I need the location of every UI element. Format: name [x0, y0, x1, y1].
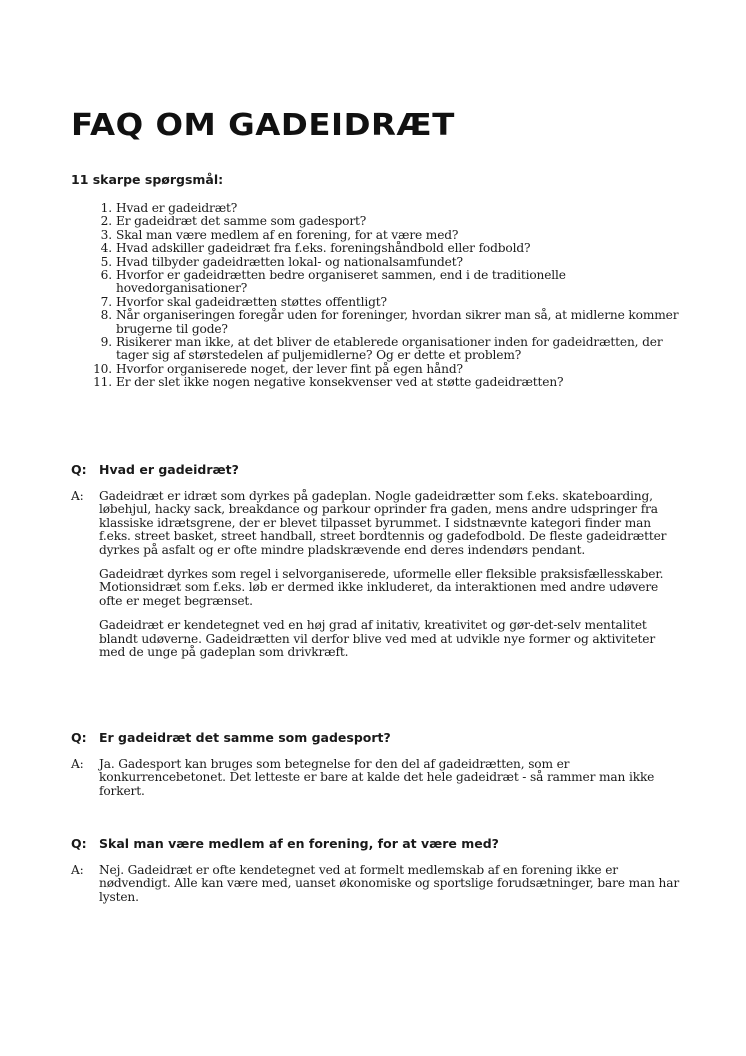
- list-item-text: Når organiseringen foregår uden for foreninger, hvordan sikrer man så, at midlerne kommer brugerne til gode?: [116, 308, 679, 336]
- list-item-number: 5.: [100, 254, 112, 269]
- question-heading: [71, 462, 681, 478]
- question-text: Hvad er gadeidræt?: [99, 462, 239, 477]
- list-item: [92, 269, 692, 296]
- answer-paragraph: Gadeidræt dyrkes som regel i selvorganiserede, uformelle eller fleksible praksisfællesskaber. Motionsidræt som f.eks. løb er dermed ikke inkluderet, da interaktionen med andre udøvere ofte er meget begrænset.: [99, 567, 664, 608]
- list-item-text: Hvad tilbyder gadeidrætten lokal- og nationalsamfundet?: [116, 254, 463, 269]
- page-title: FAQ OM GADEIDRÆT: [71, 108, 455, 143]
- question-label: Q:: [71, 462, 87, 477]
- answer-paragraph: Gadeidræt er kendetegnet ved en høj grad af initativ, kreativitet og gør-det-selv mentalitet blandt udøverne. Gadeidrætten vil derfor blive ved med at udvikle nye former og aktiviteter med de unge på gadeplan som drivkræft.: [99, 618, 656, 660]
- list-item-text: Hvorfor er gadeidrætten bedre organiseret sammen, end i de traditionelle hovedorganisationer?: [116, 268, 566, 296]
- question-text: Er gadeidræt det samme som gadesport?: [99, 730, 391, 745]
- answer-label: A:: [71, 489, 84, 503]
- answer: [71, 490, 681, 659]
- qa-block-1: [71, 462, 681, 670]
- qa-block-3: [71, 836, 681, 915]
- subtitle: 11 skarpe spørgsmål:: [71, 172, 224, 187]
- list-item-number: 11.: [93, 375, 112, 390]
- answer: [71, 758, 681, 798]
- list-item-text: Hvad er gadeidræt?: [116, 201, 238, 215]
- qa-block-2: [71, 730, 681, 809]
- list-item-number: 9.: [100, 335, 112, 350]
- question-heading: [71, 836, 681, 852]
- list-item-text: Risikerer man ikke, at det bliver de etablerede organisationer inden for gadeidrætten, der tager sig af størstedelen af puljemidlerne? Og er dette et problem?: [116, 335, 663, 363]
- list-item-number: 2.: [100, 214, 112, 229]
- list-item-text: Hvorfor organiserede noget, der lever fint på egen hånd?: [116, 361, 463, 376]
- list-item-number: 1.: [100, 201, 112, 215]
- list-item: [92, 215, 692, 228]
- answer-label: A:: [71, 757, 84, 771]
- list-item: [92, 336, 692, 363]
- list-item-number: 10.: [93, 361, 112, 376]
- question-label: Q:: [71, 730, 87, 745]
- list-item: [92, 376, 692, 389]
- list-item-text: Hvorfor skal gadeidrætten støttes offentligt?: [116, 294, 387, 309]
- answer: [71, 864, 681, 904]
- question-list: [92, 202, 692, 390]
- list-item-text: Er gadeidræt det samme som gadesport?: [116, 214, 367, 229]
- question-label: Q:: [71, 836, 87, 851]
- answer-paragraph: Ja. Gadesport kan bruges som betegnelse for den del af gadeidrætten, som er konkurrencebetonet. Det letteste er bare at kalde det hele gadeidræt - så rammer man ikke forkert.: [99, 757, 655, 798]
- list-item-number: 6.: [100, 268, 112, 283]
- list-item-number: 7.: [100, 294, 112, 309]
- question-text: Skal man være medlem af en forening, for at være med?: [99, 836, 499, 851]
- list-item-number: 3.: [100, 227, 112, 242]
- answer-label: A:: [71, 863, 84, 877]
- list-item: [92, 309, 692, 336]
- list-item-text: Hvad adskiller gadeidræt fra f.eks. foreningshåndbold eller fodbold?: [116, 241, 531, 256]
- list-item-text: Er der slet ikke nogen negative konsekvenser ved at støtte gadeidrætten?: [116, 375, 564, 390]
- list-item-number: 4.: [100, 241, 112, 256]
- list-item: [92, 256, 692, 269]
- list-item: [92, 363, 692, 376]
- list-item-text: Skal man være medlem af en forening, for at være med?: [116, 227, 459, 242]
- list-item: [92, 202, 692, 215]
- answer-paragraph: Nej. Gadeidræt er ofte kendetegnet ved at formelt medlemskab af en forening ikke er nødvendigt. Alle kan være med, uanset økonomiske og sportslige forudsætninger, bare man har lysten.: [99, 863, 680, 904]
- answer-paragraph: Gadeidræt er idræt som dyrkes på gadeplan. Nogle gadeidrætter som f.eks. skateboarding, løbehjul, hacky sack, breakdance og parkour oprinder fra gaden, mens andre udspringer fra klassiske idrætsgrene, der er blevet tilpasset byrummet. I sidstnævnte kategori finder man f.eks. street basket, street handball, street bordtennis og gadefodbold. De fleste gadeidrætter dyrkes på asfalt og er ofte mindre pladskrævende end deres indendørs pendant.: [99, 489, 667, 557]
- list-item-number: 8.: [100, 308, 112, 323]
- question-heading: [71, 730, 681, 746]
- list-item: [92, 242, 692, 255]
